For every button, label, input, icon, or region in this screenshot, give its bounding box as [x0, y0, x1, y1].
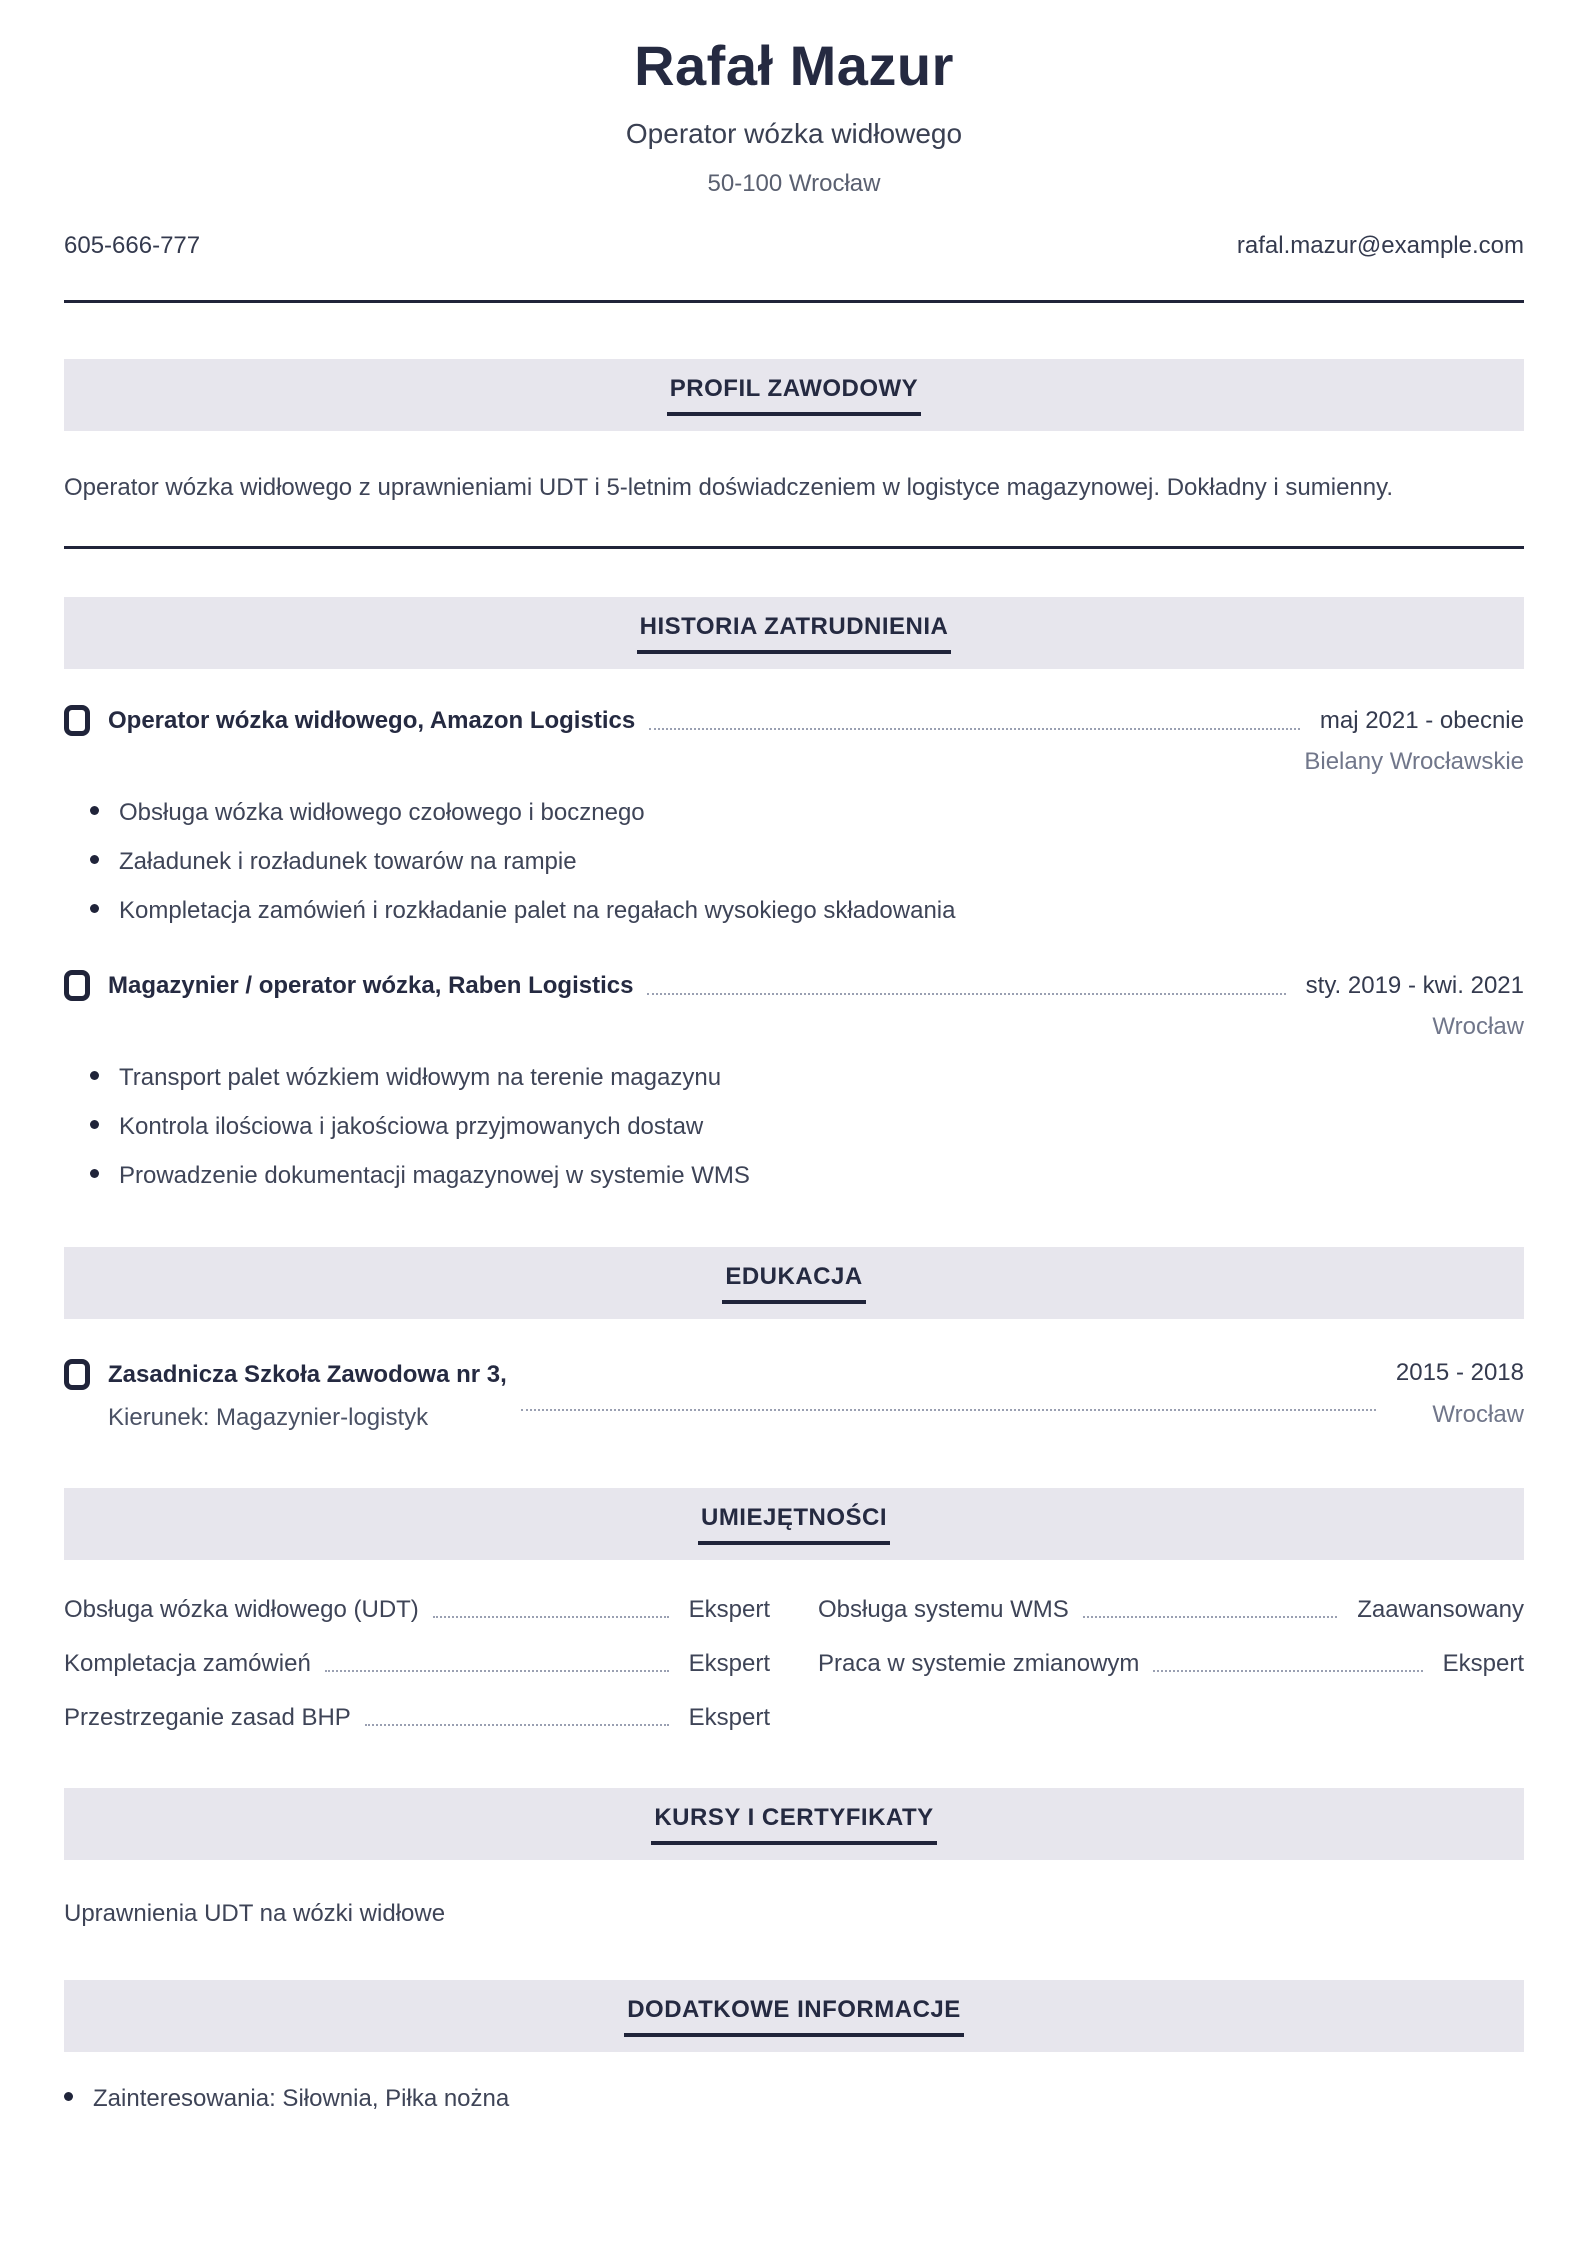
dotted-leader: [1083, 1616, 1338, 1618]
education-entry-meta: [1396, 1359, 1524, 1429]
list-item: [64, 1161, 1524, 1191]
list-item: [64, 2084, 1524, 2114]
job-entry-header: [64, 705, 1524, 736]
section-title: UMIEJĘTNOŚCI: [698, 1504, 890, 1545]
list-item: [64, 1063, 1524, 1093]
bullet-dot-icon: [90, 904, 99, 913]
job-duty: Załadunek i rozładunek towarów na rampie: [119, 848, 577, 876]
bullet-dot-icon: [64, 2092, 73, 2101]
skill-name: Praca w systemie zmianowym: [818, 1650, 1140, 1678]
list-item: [64, 1112, 1524, 1142]
section-header-profile: [64, 359, 1524, 431]
email-address: rafal.mazur@example.com: [1236, 232, 1524, 260]
dotted-leader: [433, 1616, 669, 1618]
field-of-study: Kierunek: Magazynier-logistyk: [108, 1404, 429, 1432]
list-item: [64, 896, 1524, 926]
job-entry-title: Magazynier / operator wózka, Raben Logistics: [108, 971, 634, 999]
skill-item: [64, 1650, 770, 1678]
phone-number: 605-666-777: [64, 232, 201, 260]
section-title: PROFIL ZAWODOWY: [667, 375, 921, 416]
section-title: HISTORIA ZATRUDNIENIA: [637, 613, 952, 654]
skill-name: Obsługa wózka widłowego (UDT): [64, 1596, 419, 1624]
list-item: [64, 847, 1524, 877]
job-entry-dates: maj 2021 - obecnie: [1319, 706, 1524, 734]
bullet-dot-icon: [90, 1169, 99, 1178]
education-entry-header: [64, 1359, 507, 1390]
job-duty: Prowadzenie dokumentacji magazynowej w systemie WMS: [119, 1162, 750, 1190]
job-entry-header: [64, 970, 1524, 1001]
additional-info: Zainteresowania: Siłownia, Piłka nożna: [93, 2085, 510, 2113]
education-entry-main: [64, 1359, 507, 1432]
job-duty: Kompletacja zamówień i rozkładanie palet na regałach wysokiego składowania: [119, 897, 956, 925]
contact-row: [64, 232, 1524, 260]
skill-item: [818, 1650, 1524, 1678]
divider: [64, 300, 1524, 303]
education-location: Wrocław: [1432, 1401, 1524, 1429]
education-entry: [64, 1359, 1524, 1432]
section-title: KURSY I CERTYFIKATY: [651, 1804, 936, 1845]
skill-level: Ekspert: [1442, 1650, 1524, 1678]
bullet-dot-icon: [90, 806, 99, 815]
section-title: EDUKACJA: [722, 1263, 865, 1304]
dotted-leader: [1153, 1670, 1422, 1672]
skill-name: Przestrzeganie zasad BHP: [64, 1704, 351, 1732]
checkbox-icon: [64, 1359, 90, 1390]
dotted-leader: [325, 1670, 669, 1672]
job-duty: Kontrola ilościowa i jakościowa przyjmowanych dostaw: [119, 1113, 704, 1141]
section-header-skills: [64, 1488, 1524, 1560]
job-duty-list: [64, 1063, 1524, 1191]
section-title: DODATKOWE INFORMACJE: [624, 1996, 964, 2037]
dotted-leader: [521, 1409, 1376, 1411]
job-duty-list: [64, 798, 1524, 926]
course-text: Uprawnienia UDT na wózki widłowe: [64, 1900, 446, 1928]
section-header-courses: [64, 1788, 1524, 1860]
profile-text: Operator wózka widłowego z uprawnieniami UDT i 5-letnim doświadczeniem w logistyce magazynowej. Dokładny i sumienny.: [64, 474, 1394, 502]
additional-info-list: [64, 2084, 1524, 2114]
dotted-leader: [365, 1724, 669, 1726]
address: 50-100 Wrocław: [707, 170, 881, 198]
school-name: Zasadnicza Szkoła Zawodowa nr 3,: [108, 1360, 507, 1388]
job-entry-dates: sty. 2019 - kwi. 2021: [1305, 971, 1524, 999]
bullet-dot-icon: [90, 1120, 99, 1129]
bullet-dot-icon: [90, 855, 99, 864]
job-entry-title: Operator wózka widłowego, Amazon Logistics: [108, 706, 636, 734]
skill-level: Zaawansowany: [1357, 1596, 1524, 1624]
dotted-leader: [649, 728, 1300, 730]
skill-level: Ekspert: [688, 1596, 770, 1624]
education-dates: 2015 - 2018: [1395, 1359, 1524, 1387]
skill-level: Ekspert: [688, 1650, 770, 1678]
job-entry-location: Bielany Wrocławskie: [1304, 748, 1524, 776]
skill-level: Ekspert: [688, 1704, 770, 1732]
bullet-dot-icon: [90, 1071, 99, 1080]
divider: [64, 546, 1524, 549]
job-entry-location: Wrocław: [1432, 1013, 1524, 1041]
checkbox-icon: [64, 705, 90, 736]
skills-grid: [64, 1596, 1524, 1732]
skill-name: Kompletacja zamówień: [64, 1650, 311, 1678]
section-header-education: [64, 1247, 1524, 1319]
checkbox-icon: [64, 970, 90, 1001]
skill-item: [64, 1704, 770, 1732]
section-header-additional: [64, 1980, 1524, 2052]
job-title: Operator wózka widłowego: [625, 118, 963, 150]
resume-header: [64, 34, 1524, 198]
job-duty: Obsługa wózka widłowego czołowego i bocznego: [119, 799, 645, 827]
dotted-leader: [647, 993, 1285, 995]
section-header-employment: [64, 597, 1524, 669]
page-title: Rafał Mazur: [634, 34, 954, 97]
skill-item: [818, 1596, 1524, 1624]
skill-name: Obsługa systemu WMS: [818, 1596, 1069, 1624]
job-duty: Transport palet wózkiem widłowym na terenie magazynu: [119, 1064, 722, 1092]
list-item: [64, 798, 1524, 828]
skill-item: [64, 1596, 770, 1624]
